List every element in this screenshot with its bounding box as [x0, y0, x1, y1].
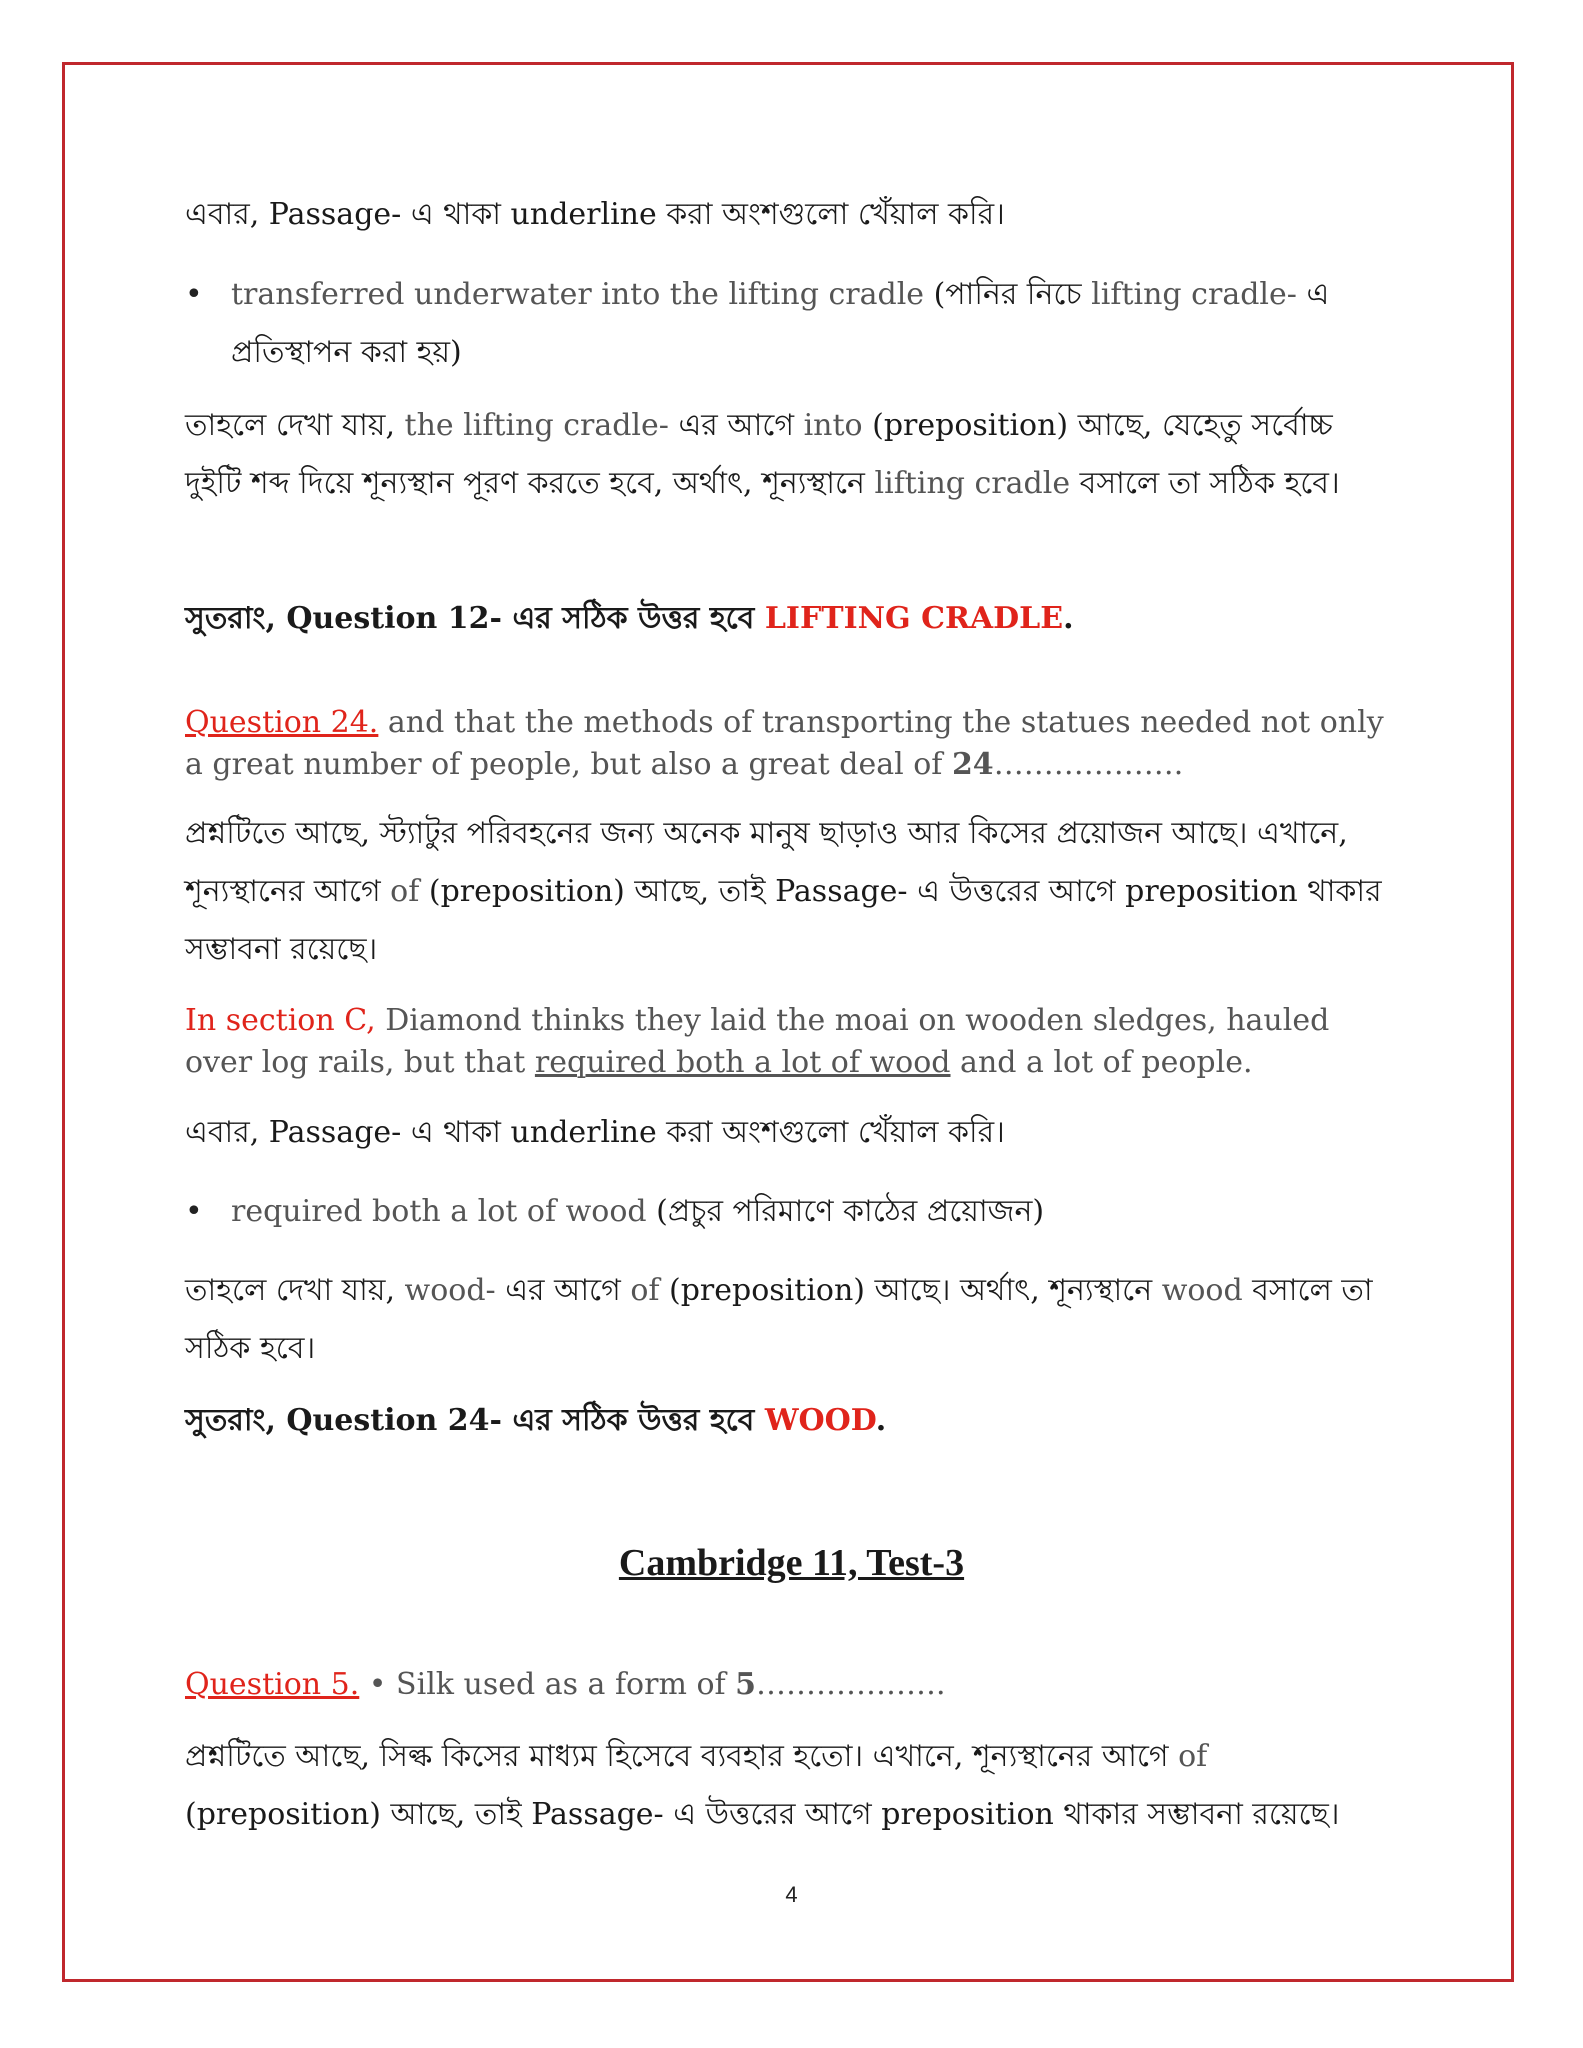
q12-answer: সুতরাং, Question 12- এর সঠিক উত্তর হবে LIFTING CRADLE. [185, 601, 1074, 636]
q24-intro: এবার, Passage- এ থাকা underline করা অংশগুলো খেঁয়াল করি। [185, 1115, 1005, 1150]
question-label: Question 24. [185, 705, 379, 740]
section-heading: Cambridge 11, Test-3 [618, 1542, 965, 1584]
q24-question: Question 24. and that the methods of transporting the statues needed not only a great number of people, but also a great deal of 24………………. [185, 705, 1384, 782]
bullet-dot: • [185, 1194, 203, 1229]
answer-value: WOOD [764, 1403, 876, 1438]
q12-intro: এবার, Passage- এ থাকা underline করা অংশগুলো খেঁয়াল করি। [185, 197, 1005, 232]
q12-bullet: • transferred underwater into the lifting cradle (পানির নিচে lifting cradle- এ প্রতিস্থাপন করা হয়) [185, 266, 1385, 382]
answer-value: LIFTING CRADLE [764, 601, 1064, 636]
q24-para1: প্রশ্নটিতে আছে, স্ট্যাটুর পরিবহনের জন্য অনেক মানুষ ছাড়াও আর কিসের প্রয়োজন আছে। এখানে, শূন্যস্থানের আগে of (preposition) আছে, তাই Passage- এ উত্তরের আগে preposition থাকার সম্ভাবনা রয়েছে। [185, 816, 1382, 967]
bullet-dot: • [185, 277, 203, 312]
q24-section-quote: In section C, Diamond thinks they laid the moai on wooden sledges, hauled over log rails, but that required both a lot of wood and a lot of people. [185, 1003, 1330, 1080]
q5-para: প্রশ্নটিতে আছে, সিল্ক কিসের মাধ্যম হিসেবে ব্যবহার হতো। এখানে, শূন্যস্থানের আগে of (preposition) আছে, তাই Passage- এ উত্তরের আগে preposition থাকার সম্ভাবনা রয়েছে। [185, 1739, 1340, 1832]
q24-answer: সুতরাং, Question 24- এর সঠিক উত্তর হবে WOOD. [185, 1403, 887, 1438]
q5-question: Question 5. • Silk used as a form of 5………………. [185, 1667, 946, 1702]
q24-bullet: • required both a lot of wood (প্রচুর পরিমাণে কাঠের প্রয়োজন) [185, 1183, 1385, 1241]
page-number: 4 [785, 1882, 798, 1907]
question-label: Question 5. [185, 1667, 360, 1702]
q24-explanation: তাহলে দেখা যায়, wood- এর আগে of (preposition) আছে। অর্থাৎ, শূন্যস্থানে wood বসালে তা সঠিক হবে। [185, 1273, 1373, 1366]
q12-explanation: তাহলে দেখা যায়, the lifting cradle- এর আগে into (preposition) আছে, যেহেতু সর্বোচ্চ দুইটি শব্দ দিয়ে শূন্যস্থান পূরণ করতে হবে, অর্থাৎ, শূন্যস্থানে lifting cradle বসালে তা সঠিক হবে। [185, 408, 1340, 501]
